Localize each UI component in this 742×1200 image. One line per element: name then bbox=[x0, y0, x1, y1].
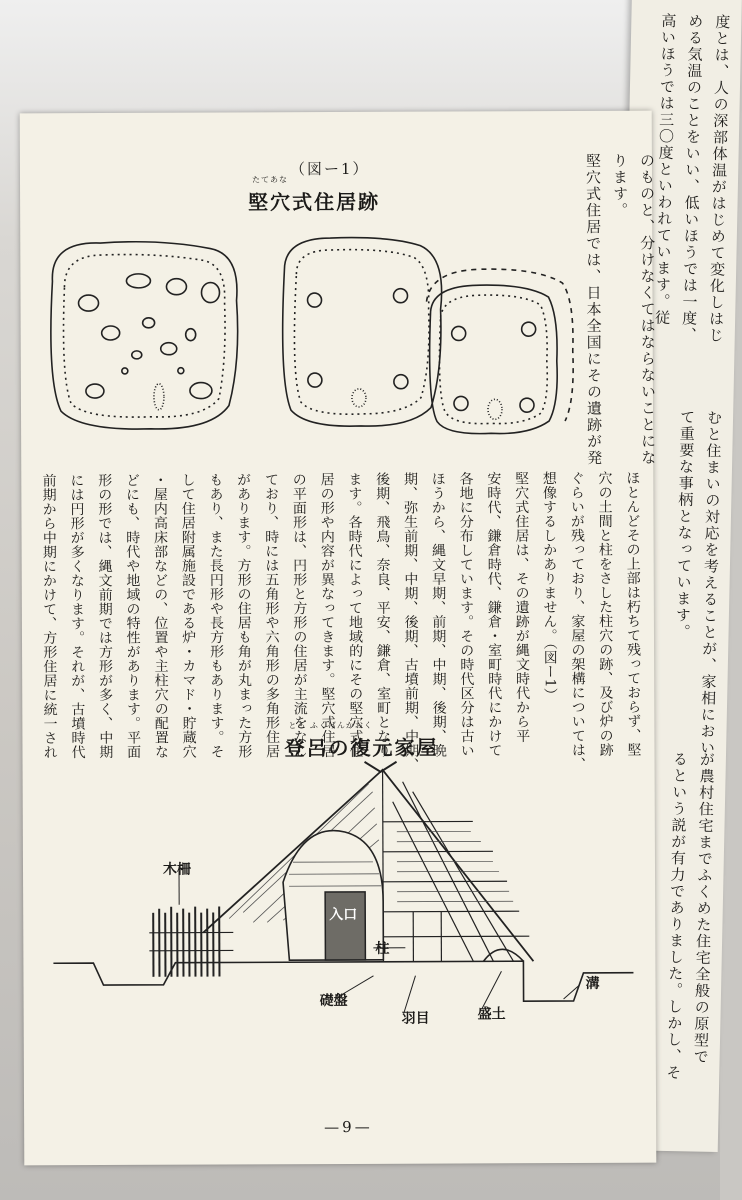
text-column: ほうから、縄文早期、前期、中期、後期、晩 bbox=[429, 471, 447, 758]
text-column: 後期、飛鳥、奈良、平安、鎌倉、室町となり bbox=[374, 471, 392, 758]
text-column: どにも、時代や地域の特性があります。平面 bbox=[123, 472, 142, 759]
text-column: て重要な事柄となっています。 bbox=[673, 409, 697, 641]
text-column: ります。 bbox=[610, 152, 630, 219]
right-page-text-lower bbox=[653, 751, 720, 1102]
figure2-title: 登呂の復元家屋 bbox=[284, 735, 439, 761]
text-column: ・屋内高床部などの、位置や主柱穴の配置な bbox=[151, 472, 169, 759]
label-foundation: 礎盤 bbox=[319, 992, 348, 1010]
text-column: 各地に分布しています。その時代区分は古い bbox=[457, 471, 475, 758]
label-mound: 盛土 bbox=[477, 1006, 506, 1023]
text-column: 安時代、鎌倉時代、鎌倉・室町時代にかけて bbox=[485, 471, 503, 758]
figure-label: （図ー1） bbox=[289, 159, 370, 179]
page-number: —9— bbox=[324, 1117, 373, 1137]
right-page-text-middle bbox=[661, 409, 727, 757]
text-column: 度とは、人の深部体温がはじめて変化しはじ bbox=[706, 13, 732, 345]
text-column: ほとんどその上部は朽ちて残っておらず、堅 bbox=[624, 470, 642, 757]
pit-dwelling-plans-illustration bbox=[40, 230, 441, 442]
pit-dwelling-plan-3-illustration bbox=[416, 261, 577, 442]
text-column: ており、時には五角形や六角形の多角形住居 bbox=[262, 472, 281, 759]
figure-title-ruby: たてあな bbox=[251, 175, 289, 185]
text-column: もあり、また長円形や長方形もあります。そ bbox=[207, 472, 225, 759]
figure2-title-ruby: とろ ふくげんかおく bbox=[288, 720, 373, 731]
text-column: ぐらいが残っており、家屋の架構については、 bbox=[568, 470, 586, 772]
text-column: 堅穴式住居は、その遺跡が縄文時代から平 bbox=[513, 471, 531, 743]
text-column: があります。方形の住居も角が丸まった方形 bbox=[235, 472, 253, 759]
label-fence: 木柵 bbox=[162, 861, 192, 878]
text-column: める気温のことをいい、低いほうでは一度、 bbox=[679, 13, 705, 344]
label-ditch: 溝 bbox=[585, 975, 600, 992]
text-column: して住居附属施設である炉・カマド・貯蔵穴 bbox=[179, 472, 197, 759]
text-column: が農村住宅までふくめた住宅全般の原型で bbox=[691, 751, 717, 1066]
text-column: 穴の土間と柱をさした柱穴の跡、及び炉の跡 bbox=[596, 470, 614, 757]
book-page bbox=[20, 111, 657, 1166]
text-column: 前期から中期にかけて、方形住居に統一され bbox=[40, 473, 58, 760]
text-column: 形の形では、縄文前期では方形が多く、中期 bbox=[96, 472, 114, 760]
label-wall: 羽目 bbox=[401, 1010, 430, 1027]
text-column: のものと、分けなくてはならないことにな bbox=[637, 152, 658, 467]
text-column: の平面形は、円形と方形の住居が主流をなし bbox=[290, 472, 308, 759]
upper-text-block bbox=[580, 153, 661, 471]
text-column: るという説が有力でありました。しかし、そ bbox=[664, 750, 690, 1082]
text-column: ます。各時代によって地域的にその堅穴式住 bbox=[346, 471, 364, 758]
text-column: 高いほうでは三〇度といわれています。従 bbox=[652, 12, 678, 327]
figure-title: 堅穴式住居跡 bbox=[248, 189, 381, 215]
text-column: むと住まいの対応を考えることが、家相におい bbox=[697, 409, 724, 757]
text-column: 期、弥生前期、中期、後期、古墳前期、中期、 bbox=[401, 471, 420, 773]
text-column: 堅穴式住居では、日本全国にその遺跡が発 bbox=[583, 152, 604, 467]
label-entrance: 入口 bbox=[329, 906, 358, 924]
text-column: 想像するしかありません。（図ー1） bbox=[540, 471, 558, 703]
label-pillar: 柱 bbox=[375, 940, 390, 957]
text-column: には円形が多くなります。それが、古墳時代 bbox=[68, 473, 86, 760]
text-column: 居の形や内容が異なってきます。堅穴式住居 bbox=[318, 472, 336, 759]
